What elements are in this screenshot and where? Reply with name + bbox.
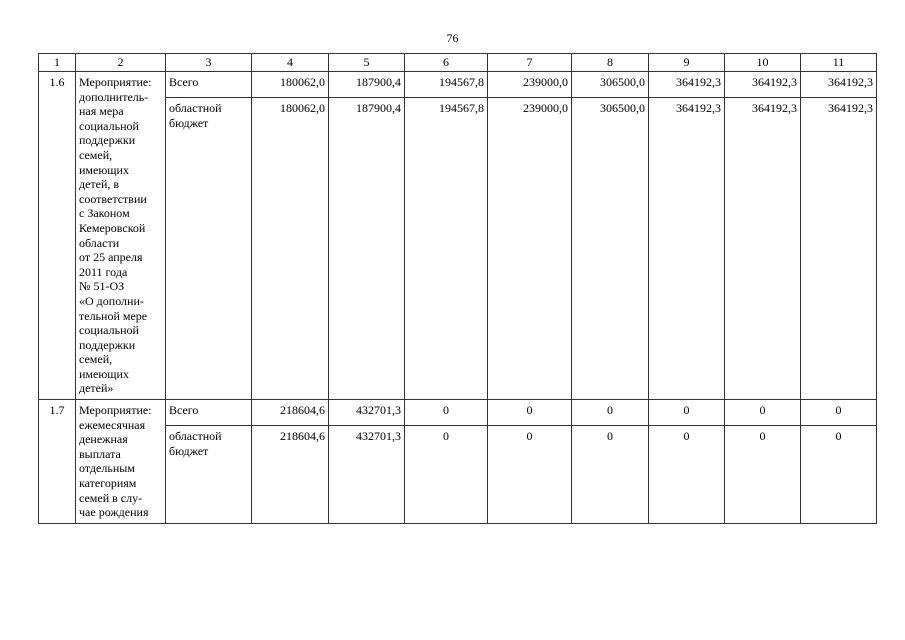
row-code: 1.6 — [39, 72, 76, 400]
value-cell: 364192,3 — [801, 72, 877, 98]
value-cell: 180062,0 — [252, 98, 329, 400]
column-header: 4 — [252, 54, 329, 72]
row-title: Мероприятие: дополнитель- ная мера социальной поддержки семей, имеющих детей, в соответствии с Законом Кемеровской области от 25 апреля 2011 года № 51-ОЗ «О дополни- тельной мере социальной поддержки семей, имеющих детей» — [76, 72, 166, 400]
value-cell: 364192,3 — [725, 72, 801, 98]
value-cell: 364192,3 — [725, 98, 801, 400]
column-header: 11 — [801, 54, 877, 72]
value-cell: 187900,4 — [329, 72, 405, 98]
value-cell: 0 — [801, 400, 877, 426]
value-cell: 0 — [801, 426, 877, 524]
row-code: 1.7 — [39, 400, 76, 524]
value-cell: 364192,3 — [649, 98, 725, 400]
value-cell: 239000,0 — [488, 72, 572, 98]
column-header: 8 — [572, 54, 649, 72]
column-header: 3 — [166, 54, 252, 72]
value-cell: 432701,3 — [329, 426, 405, 524]
budget-table — [38, 53, 877, 524]
value-cell: 0 — [405, 400, 488, 426]
funding-source: Всего — [166, 400, 252, 426]
value-cell: 432701,3 — [329, 400, 405, 426]
row-title: Мероприятие: ежемесячная денежная выплата отдельным категориям семей в слу- чае рождения — [76, 400, 166, 524]
value-cell: 218604,6 — [252, 426, 329, 524]
value-cell: 364192,3 — [801, 98, 877, 400]
value-cell: 180062,0 — [252, 72, 329, 98]
value-cell: 0 — [725, 426, 801, 524]
value-cell: 194567,8 — [405, 98, 488, 400]
table-row — [39, 72, 877, 98]
value-cell: 0 — [572, 426, 649, 524]
column-header: 9 — [649, 54, 725, 72]
column-header: 5 — [329, 54, 405, 72]
column-header: 1 — [39, 54, 76, 72]
value-cell: 306500,0 — [572, 98, 649, 400]
value-cell: 0 — [488, 426, 572, 524]
value-cell: 239000,0 — [488, 98, 572, 400]
funding-source: областной бюджет — [166, 98, 252, 400]
header-row — [39, 54, 877, 72]
value-cell: 0 — [649, 400, 725, 426]
value-cell: 0 — [488, 400, 572, 426]
value-cell: 0 — [405, 426, 488, 524]
funding-source: Всего — [166, 72, 252, 98]
table-row — [39, 400, 877, 426]
funding-source: областной бюджет — [166, 426, 252, 524]
column-header: 10 — [725, 54, 801, 72]
value-cell: 218604,6 — [252, 400, 329, 426]
value-cell: 0 — [649, 426, 725, 524]
value-cell: 0 — [572, 400, 649, 426]
column-header: 2 — [76, 54, 166, 72]
column-header: 7 — [488, 54, 572, 72]
value-cell: 194567,8 — [405, 72, 488, 98]
column-header: 6 — [405, 54, 488, 72]
value-cell: 0 — [725, 400, 801, 426]
page-number: 76 — [446, 31, 459, 45]
value-cell: 306500,0 — [572, 72, 649, 98]
value-cell: 187900,4 — [329, 98, 405, 400]
value-cell: 364192,3 — [649, 72, 725, 98]
